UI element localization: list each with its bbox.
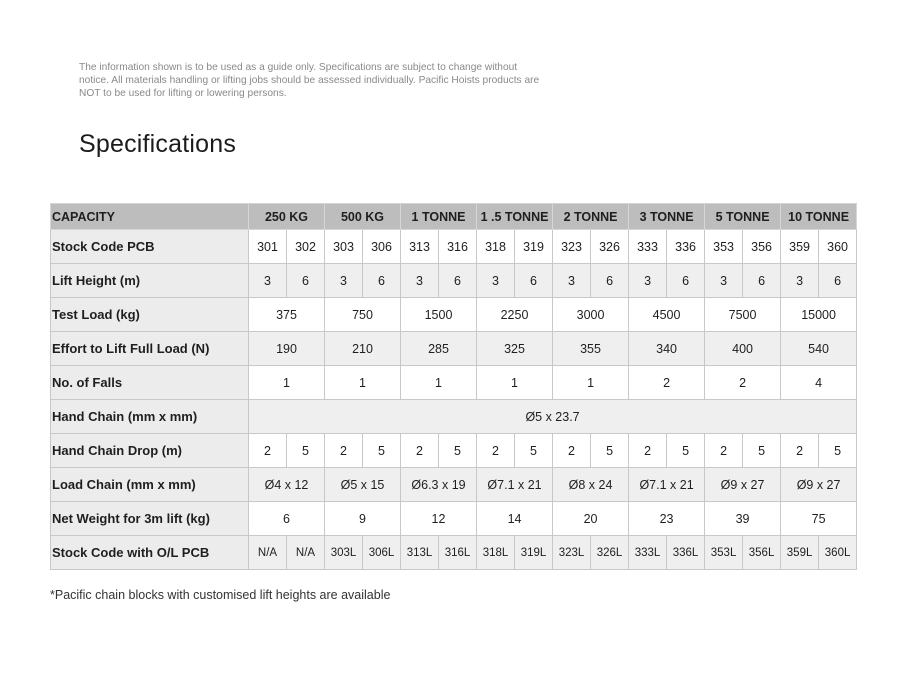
lift-height-cell: 6 [439,264,477,298]
effort-cell: 540 [781,332,857,366]
test-load-cell: 375 [249,298,325,332]
falls-cell: 1 [553,366,629,400]
hand-chain-drop-cell: 5 [439,434,477,468]
test-load-cell: 3000 [553,298,629,332]
row-label-falls: No. of Falls [51,366,249,400]
stock-code-cell: 313 [401,230,439,264]
hand-chain-drop-cell: 5 [819,434,857,468]
lift-height-cell: 6 [287,264,325,298]
capacity-label: CAPACITY [51,204,249,230]
row-label-hand-chain: Hand Chain (mm x mm) [51,400,249,434]
ol-stock-code-cell: 360L [819,536,857,570]
effort-cell: 325 [477,332,553,366]
row-label-lift-height: Lift Height (m) [51,264,249,298]
hand-chain-drop-cell: 5 [667,434,705,468]
disclaimer-text: The information shown is to be used as a guide only. Specifications are subject to change without notice. All materials handling or lifting jobs should be assessed individually. Pacific Hoists products are NOT to be used for lifting or lowering persons. [79,62,540,99]
ol-stock-code-cell: 303L [325,536,363,570]
ol-stock-code-cell: 318L [477,536,515,570]
stock-code-cell: 318 [477,230,515,264]
ol-stock-code-cell: 313L [401,536,439,570]
lift-height-row [51,264,857,298]
effort-cell: 210 [325,332,401,366]
lift-height-cell: 3 [781,264,819,298]
lift-height-cell: 6 [515,264,553,298]
ol-stock-code-cell: 359L [781,536,819,570]
lift-height-cell: 6 [743,264,781,298]
hand-chain-drop-cell: 2 [249,434,287,468]
lift-height-cell: 6 [667,264,705,298]
net-weight-cell: 20 [553,502,629,536]
capacity-3-tonne: 3 TONNE [629,204,705,230]
row-label-effort: Effort to Lift Full Load (N) [51,332,249,366]
lift-height-cell: 6 [819,264,857,298]
test-load-cell: 7500 [705,298,781,332]
lift-height-cell: 3 [629,264,667,298]
ol-stock-code-cell: 336L [667,536,705,570]
test-load-cell: 4500 [629,298,705,332]
row-label-load-chain: Load Chain (mm x mm) [51,468,249,502]
test-load-cell: 15000 [781,298,857,332]
ol-stock-code-row [51,536,857,570]
row-label-net-weight: Net Weight for 3m lift (kg) [51,502,249,536]
falls-row [51,366,857,400]
hand-chain-drop-cell: 5 [743,434,781,468]
ol-stock-code-cell: 353L [705,536,743,570]
lift-height-cell: 3 [477,264,515,298]
effort-cell: 355 [553,332,629,366]
net-weight-cell: 6 [249,502,325,536]
capacity-1-tonne: 1 TONNE [401,204,477,230]
stock-code-cell: 356 [743,230,781,264]
lift-height-cell: 3 [249,264,287,298]
falls-cell: 1 [325,366,401,400]
ol-stock-code-cell: 356L [743,536,781,570]
hand-chain-drop-cell: 5 [515,434,553,468]
effort-cell: 400 [705,332,781,366]
stock-code-cell: 301 [249,230,287,264]
falls-cell: 1 [401,366,477,400]
hand-chain-drop-cell: 5 [363,434,401,468]
test-load-cell: 2250 [477,298,553,332]
hand-chain-drop-cell: 2 [477,434,515,468]
stock-code-cell: 302 [287,230,325,264]
specifications-table [50,203,857,570]
hand-chain-drop-cell: 2 [325,434,363,468]
test-load-cell: 1500 [401,298,477,332]
test-load-row [51,298,857,332]
hand-chain-cell: Ø5 x 23.7 [249,400,857,434]
capacity-5-tonne: 5 TONNE [705,204,781,230]
effort-cell: 190 [249,332,325,366]
test-load-cell: 750 [325,298,401,332]
lift-height-cell: 6 [591,264,629,298]
ol-stock-code-cell: 323L [553,536,591,570]
load-chain-cell: Ø6.3 x 19 [401,468,477,502]
stock-code-cell: 316 [439,230,477,264]
lift-height-cell: 3 [705,264,743,298]
hand-chain-drop-cell: 2 [553,434,591,468]
net-weight-cell: 14 [477,502,553,536]
stock-code-cell: 360 [819,230,857,264]
stock-code-cell: 319 [515,230,553,264]
lift-height-cell: 3 [553,264,591,298]
falls-cell: 2 [629,366,705,400]
load-chain-cell: Ø9 x 27 [781,468,857,502]
capacity-1-5-tonne: 1 .5 TONNE [477,204,553,230]
load-chain-cell: Ø9 x 27 [705,468,781,502]
lift-height-cell: 6 [363,264,401,298]
row-label-test-load: Test Load (kg) [51,298,249,332]
hand-chain-drop-cell: 5 [591,434,629,468]
load-chain-cell: Ø7.1 x 21 [629,468,705,502]
falls-cell: 1 [249,366,325,400]
lift-height-cell: 3 [401,264,439,298]
stock-code-cell: 359 [781,230,819,264]
net-weight-row [51,502,857,536]
net-weight-cell: 12 [401,502,477,536]
stock-code-cell: 306 [363,230,401,264]
ol-stock-code-cell: 333L [629,536,667,570]
hand-chain-drop-cell: 2 [705,434,743,468]
ol-stock-code-cell: N/A [287,536,325,570]
effort-row [51,332,857,366]
lift-height-cell: 3 [325,264,363,298]
stock-code-row [51,230,857,264]
page-title: Specifications [79,130,237,158]
capacity-2-tonne: 2 TONNE [553,204,629,230]
capacity-10-tonne: 10 TONNE [781,204,857,230]
hand-chain-drop-cell: 2 [629,434,667,468]
capacity-250kg: 250 KG [249,204,325,230]
effort-cell: 285 [401,332,477,366]
ol-stock-code-cell: 326L [591,536,629,570]
load-chain-cell: Ø8 x 24 [553,468,629,502]
row-label-stock-code: Stock Code PCB [51,230,249,264]
hand-chain-drop-cell: 2 [401,434,439,468]
capacity-header-row [51,204,857,230]
footnote: *Pacific chain blocks with customised lift heights are available [50,588,391,602]
net-weight-cell: 75 [781,502,857,536]
load-chain-row [51,468,857,502]
load-chain-cell: Ø5 x 15 [325,468,401,502]
net-weight-cell: 39 [705,502,781,536]
hand-chain-drop-cell: 5 [287,434,325,468]
stock-code-cell: 333 [629,230,667,264]
hand-chain-row [51,400,857,434]
ol-stock-code-cell: 319L [515,536,553,570]
ol-stock-code-cell: 316L [439,536,477,570]
load-chain-cell: Ø7.1 x 21 [477,468,553,502]
row-label-ol-stock-code: Stock Code with O/L PCB [51,536,249,570]
stock-code-cell: 326 [591,230,629,264]
stock-code-cell: 323 [553,230,591,264]
falls-cell: 2 [705,366,781,400]
effort-cell: 340 [629,332,705,366]
stock-code-cell: 336 [667,230,705,264]
row-label-hand-chain-drop: Hand Chain Drop (m) [51,434,249,468]
ol-stock-code-cell: N/A [249,536,287,570]
load-chain-cell: Ø4 x 12 [249,468,325,502]
net-weight-cell: 23 [629,502,705,536]
stock-code-cell: 353 [705,230,743,264]
stock-code-cell: 303 [325,230,363,264]
hand-chain-drop-row [51,434,857,468]
falls-cell: 1 [477,366,553,400]
net-weight-cell: 9 [325,502,401,536]
ol-stock-code-cell: 306L [363,536,401,570]
capacity-500kg: 500 KG [325,204,401,230]
hand-chain-drop-cell: 2 [781,434,819,468]
falls-cell: 4 [781,366,857,400]
